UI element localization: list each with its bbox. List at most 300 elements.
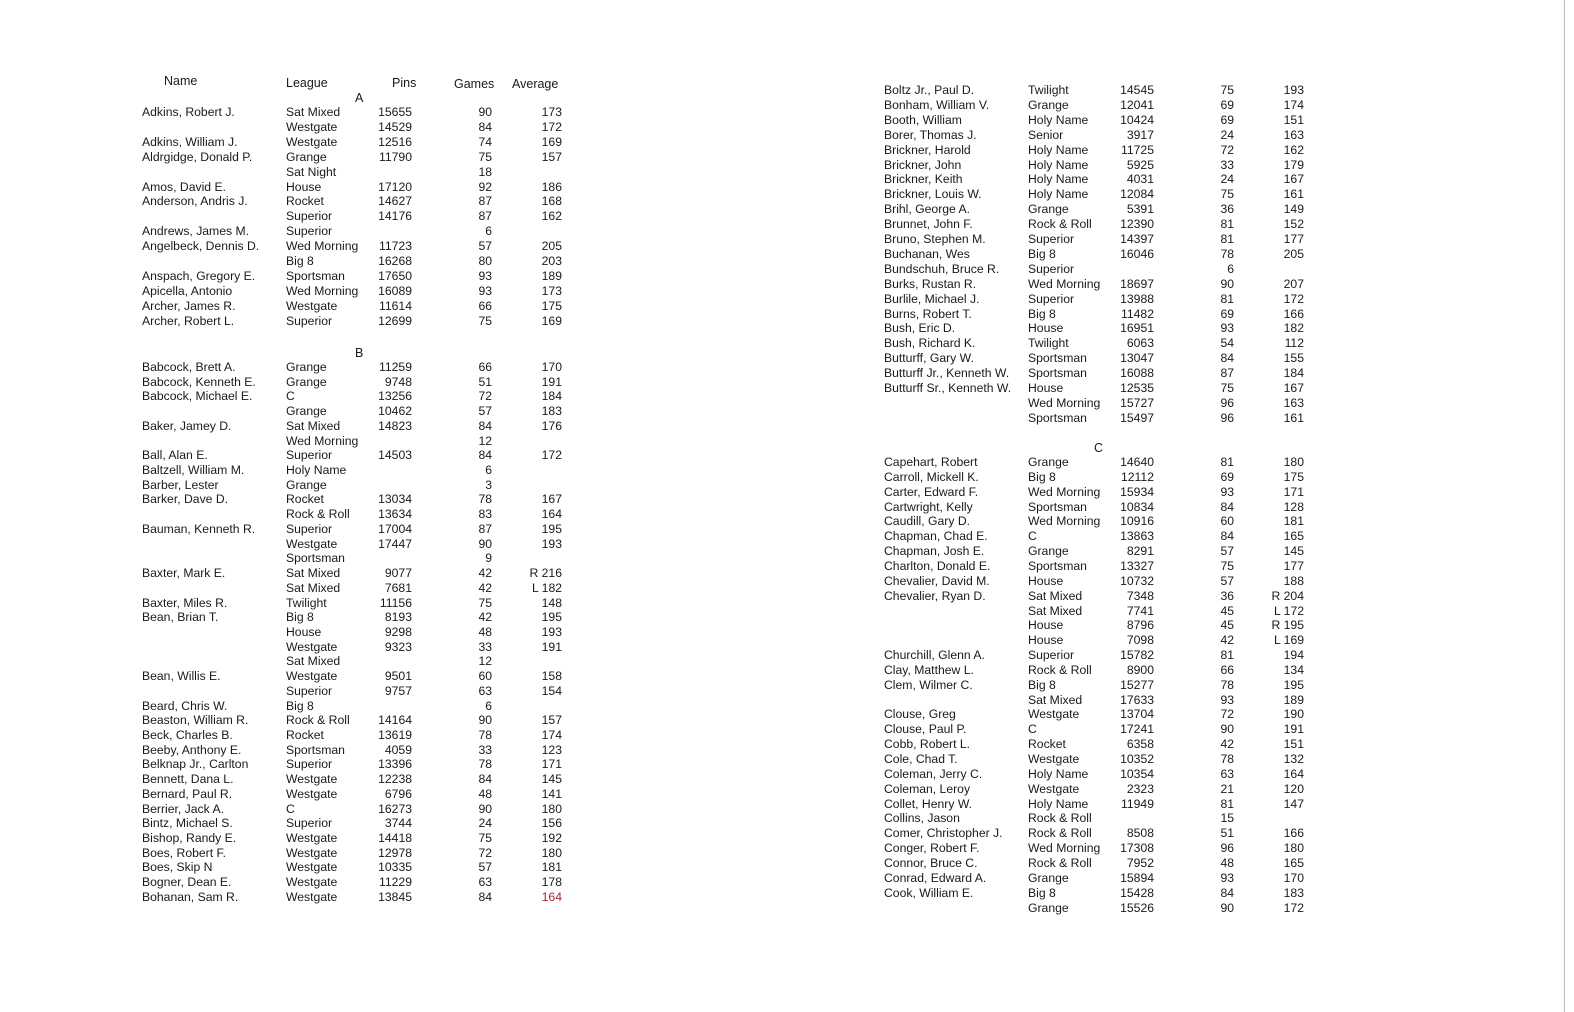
pins-value: 9323 (384, 639, 412, 654)
pins-value: 8508 (1126, 826, 1154, 841)
games-value: 72 (1220, 707, 1234, 722)
pins-value: 10424 (1120, 112, 1154, 127)
league-name: Westgate (286, 889, 338, 904)
league-name: Big 8 (1028, 246, 1056, 261)
table-row (884, 559, 1324, 574)
games-value: 84 (478, 889, 492, 904)
games-value: 90 (478, 105, 492, 119)
games-value: 90 (478, 801, 492, 816)
member-name: Belknap Jr., Carlton (142, 757, 249, 772)
league-name: Grange (286, 374, 327, 389)
pins-value: 7098 (1126, 633, 1154, 648)
table-row (142, 389, 582, 404)
table-row (142, 224, 582, 239)
games-value: 24 (1220, 127, 1234, 142)
pins-value: 13396 (378, 757, 412, 772)
member-name: Collins, Jason (884, 811, 960, 826)
league-name: Rocket (286, 194, 324, 209)
member-name: Brunnet, John F. (884, 217, 973, 232)
table-row (884, 113, 1324, 128)
table-row (142, 375, 582, 390)
games-value: 48 (478, 624, 492, 639)
table-row (884, 797, 1324, 812)
games-value: 42 (1220, 633, 1234, 648)
games-value: 75 (1220, 83, 1234, 97)
table-row (884, 500, 1324, 515)
member-name: Connor, Bruce C. (884, 855, 978, 870)
header-name: Name (164, 74, 198, 88)
league-name: Big 8 (286, 254, 314, 268)
league-name: Superior (286, 683, 333, 698)
table-row (142, 610, 582, 625)
league-name: Wed Morning (286, 433, 359, 448)
average-value: 179 (1283, 157, 1304, 172)
pins-value: 6063 (1126, 336, 1154, 351)
table-row (884, 871, 1324, 886)
pins-value: 12390 (1120, 217, 1154, 232)
table-row (142, 787, 582, 802)
table-row (884, 707, 1324, 722)
league-name: C (286, 389, 295, 404)
member-name: Beard, Chris W. (142, 698, 228, 713)
games-value: 42 (478, 580, 492, 595)
league-name: Sat Night (286, 164, 337, 179)
league-name: Superior (286, 757, 333, 772)
pins-value: 13988 (1120, 291, 1154, 306)
games-value: 51 (478, 374, 492, 389)
average-value: 152 (1283, 217, 1304, 232)
league-name: Rocket (286, 492, 324, 507)
games-value: 60 (478, 669, 492, 684)
games-value: 66 (478, 360, 492, 374)
games-value: 54 (1220, 336, 1234, 351)
average-value: 191 (541, 374, 562, 389)
league-name: Superior (286, 816, 333, 831)
pins-value: 12112 (1121, 469, 1154, 484)
league-name: Sportsman (1028, 410, 1087, 425)
member-name: Coleman, Jerry C. (884, 766, 983, 781)
average-value: 183 (1283, 885, 1304, 900)
table-row (884, 307, 1324, 322)
league-name: Sat Mixed (1028, 603, 1083, 618)
average-value: 165 (1283, 529, 1304, 544)
table-row (884, 143, 1324, 158)
member-name: Bean, Brian T. (142, 610, 219, 625)
league-name: Sat Mixed (286, 654, 341, 669)
pins-value: 8900 (1126, 662, 1154, 677)
member-name: Amos, David E. (142, 179, 226, 194)
table-row (142, 860, 582, 875)
member-name: Burlile, Michael J. (884, 291, 980, 306)
average-value: 180 (1283, 455, 1304, 469)
average-value: 145 (1283, 544, 1304, 559)
table-row (884, 752, 1324, 767)
member-name: Carter, Edward F. (884, 484, 979, 499)
average-value: 193 (541, 536, 562, 551)
average-value: 180 (541, 801, 562, 816)
table-row (142, 581, 582, 596)
member-name: Angelbeck, Dennis D. (142, 239, 260, 254)
league-name: Superior (286, 448, 333, 463)
table-row (142, 209, 582, 224)
pins-value: 15277 (1120, 677, 1154, 692)
games-value: 75 (478, 831, 492, 846)
games-value: 84 (478, 772, 492, 787)
league-name: House (286, 179, 322, 194)
table-row (142, 419, 582, 434)
average-value: 167 (1283, 172, 1304, 187)
league-name: Big 8 (1028, 885, 1056, 900)
league-name: Wed Morning (1028, 484, 1101, 499)
member-name: Bundschuh, Bruce R. (884, 261, 1000, 276)
pins-value: 14418 (378, 831, 412, 846)
pins-value: 5391 (1126, 202, 1154, 217)
games-value: 18 (478, 164, 492, 179)
table-row (142, 299, 582, 314)
pins-value: 4031 (1126, 172, 1154, 187)
average-value: 163 (1283, 127, 1304, 142)
pins-value: 13845 (378, 889, 412, 904)
average-value: 169 (541, 313, 562, 328)
table-row (142, 180, 582, 195)
member-name: Bogner, Dean E. (142, 875, 232, 890)
league-name: Sat Mixed (286, 418, 341, 433)
pins-value: 10335 (378, 860, 412, 875)
pins-value: 6358 (1126, 737, 1154, 752)
games-value: 81 (1220, 232, 1234, 246)
games-value: 63 (478, 683, 492, 698)
average-value: 174 (541, 728, 562, 742)
member-name: Coleman, Leroy (884, 781, 971, 796)
member-name: Chevalier, Ryan D. (884, 588, 986, 603)
average-value: 192 (541, 831, 562, 846)
games-value: 78 (1220, 677, 1234, 692)
average-value: 161 (1283, 410, 1304, 425)
section-letter: C (1094, 441, 1104, 455)
average-value: 171 (1283, 484, 1304, 499)
league-name: Superior (1028, 232, 1075, 246)
average-value: 149 (1283, 202, 1304, 217)
pins-value: 11229 (379, 875, 412, 890)
table-row (142, 478, 582, 493)
games-value: 96 (1220, 841, 1234, 856)
games-value: 93 (478, 283, 492, 298)
pins-value: 13327 (1120, 558, 1154, 573)
games-value: 75 (478, 595, 492, 610)
games-value: 93 (1220, 321, 1234, 336)
games-value: 63 (1220, 766, 1234, 781)
table-row (884, 618, 1324, 633)
average-value: 157 (541, 713, 562, 728)
games-value: 81 (1220, 217, 1234, 232)
pins-value: 10732 (1120, 573, 1154, 588)
pins-value: 8796 (1126, 618, 1154, 633)
member-name: Bush, Richard K. (884, 336, 976, 351)
league-name: Sat Mixed (1028, 692, 1083, 707)
member-name: Andrews, James M. (142, 224, 250, 239)
league-name: Grange (1028, 900, 1069, 915)
member-name: Caudill, Gary D. (884, 514, 971, 529)
games-value: 69 (1220, 306, 1234, 321)
league-name: Westgate (286, 536, 338, 551)
games-value: 78 (478, 492, 492, 507)
table-row (142, 816, 582, 831)
pins-value: 14164 (378, 713, 412, 728)
member-name: Cobb, Robert L. (884, 737, 971, 752)
table-row (142, 463, 582, 478)
pins-value: 11790 (379, 149, 412, 164)
league-name: Sportsman (1028, 351, 1087, 366)
average-value: 194 (1283, 648, 1304, 663)
table-row (884, 158, 1324, 173)
average-value: R 204 (1271, 588, 1304, 603)
average-value: 170 (1283, 870, 1304, 885)
table-row (884, 128, 1324, 143)
pins-value: 16268 (378, 254, 412, 268)
member-name: Clay, Matthew L. (884, 662, 974, 677)
pins-value: 10834 (1120, 499, 1154, 514)
header-league: League (286, 76, 328, 90)
league-name: Grange (1028, 202, 1069, 217)
average-value: 207 (1283, 276, 1304, 291)
table-row (884, 529, 1324, 544)
games-value: 69 (1220, 112, 1234, 127)
pins-value: 16951 (1120, 321, 1154, 336)
league-name: Grange (286, 149, 327, 164)
pins-value: 15894 (1120, 870, 1154, 885)
league-name: Westgate (286, 845, 338, 860)
table-row (142, 713, 582, 728)
games-value: 78 (478, 757, 492, 772)
member-name: Bishop, Randy E. (142, 831, 237, 846)
games-value: 78 (1220, 752, 1234, 766)
games-value: 3 (485, 477, 492, 492)
average-value: 172 (541, 448, 562, 463)
average-value: 128 (1283, 499, 1304, 514)
pins-value: 6796 (384, 786, 412, 801)
league-name: Grange (286, 477, 327, 492)
header-average: Average (512, 77, 559, 91)
average-value: 166 (1283, 306, 1304, 321)
games-value: 57 (1220, 544, 1234, 559)
pins-value: 15782 (1120, 648, 1154, 663)
pins-value: 18697 (1120, 276, 1154, 291)
league-name: Superior (1028, 261, 1075, 276)
average-value: 173 (541, 105, 562, 119)
league-name: Twilight (1028, 336, 1069, 351)
member-name: Conger, Robert F. (884, 841, 980, 856)
table-row (142, 699, 582, 714)
average-value: L 182 (531, 580, 562, 595)
league-name: Sportsman (286, 742, 345, 757)
league-name: Westgate (286, 119, 338, 134)
games-value: 33 (478, 639, 492, 654)
left-page (0, 0, 776, 1012)
member-name: Churchill, Glenn A. (884, 648, 985, 663)
member-name: Bush, Eric D. (884, 321, 956, 336)
games-value: 48 (1220, 855, 1234, 870)
average-value: 191 (541, 639, 562, 654)
pins-value: 10352 (1120, 752, 1154, 766)
league-name: Rock & Roll (1028, 826, 1092, 841)
pins-value: 17650 (378, 268, 412, 283)
league-name: Holy Name (1028, 766, 1089, 781)
member-name: Chapman, Chad E. (884, 529, 988, 544)
table-row (884, 604, 1324, 619)
table-row (142, 654, 582, 669)
pins-value: 13256 (378, 389, 412, 404)
games-value: 96 (1220, 395, 1234, 410)
member-name: Collet, Henry W. (884, 796, 973, 811)
pins-value: 9501 (384, 669, 412, 684)
table-row (142, 404, 582, 419)
table-row (142, 360, 582, 375)
league-name: C (1028, 529, 1037, 544)
games-value: 72 (478, 389, 492, 404)
average-value: R 195 (1271, 618, 1304, 633)
league-name: Senior (1028, 127, 1064, 142)
average-value: 189 (1283, 692, 1304, 707)
right-page (776, 0, 1574, 1012)
member-name: Anderson, Andris J. (142, 194, 248, 209)
average-value: 158 (541, 669, 562, 684)
average-value: 205 (541, 239, 562, 254)
member-name: Buchanan, Wes (884, 246, 970, 261)
pins-value: 12084 (1120, 187, 1154, 202)
table-row (884, 232, 1324, 247)
table-row (142, 802, 582, 817)
average-value: 154 (541, 683, 562, 698)
member-name: Adkins, Robert J. (142, 105, 235, 119)
games-value: 63 (478, 875, 492, 890)
games-value: 75 (478, 149, 492, 164)
member-name: Comer, Christopher J. (884, 826, 1003, 841)
average-value: 156 (541, 816, 562, 831)
table-row (884, 782, 1324, 797)
league-name: Twilight (1028, 83, 1069, 97)
league-name: Wed Morning (286, 283, 359, 298)
table-row (884, 514, 1324, 529)
member-name: Bonham, William V. (884, 97, 990, 112)
average-value: 205 (1283, 246, 1304, 261)
games-value: 81 (1220, 455, 1234, 469)
pins-value: 16046 (1120, 246, 1154, 261)
member-name: Beck, Charles B. (142, 728, 233, 742)
pins-value: 14176 (378, 209, 412, 224)
member-name: Brickner, Harold (884, 142, 971, 157)
games-value: 92 (478, 179, 492, 194)
games-value: 6 (485, 224, 492, 239)
pins-value: 17633 (1120, 692, 1154, 707)
games-value: 66 (478, 298, 492, 313)
average-value: 195 (1283, 677, 1304, 692)
league-name: Wed Morning (1028, 276, 1101, 291)
games-value: 75 (478, 313, 492, 328)
pins-value: 7348 (1126, 588, 1154, 603)
member-name: Ball, Alan E. (142, 448, 208, 463)
league-name: Westgate (286, 134, 338, 149)
pins-value: 10354 (1120, 766, 1154, 781)
average-value: 195 (541, 521, 562, 536)
member-name: Butturff Jr., Kenneth W. (884, 366, 1010, 381)
games-value: 83 (478, 507, 492, 522)
games-value: 60 (1220, 514, 1234, 529)
average-value: 184 (1283, 366, 1304, 381)
table-row (884, 321, 1324, 336)
table-row (884, 351, 1324, 366)
average-value: 132 (1283, 752, 1304, 766)
member-name: Clouse, Greg (884, 707, 956, 722)
average-value: 175 (541, 298, 562, 313)
league-name: Superior (1028, 291, 1075, 306)
table-row (884, 366, 1324, 381)
table-row (142, 551, 582, 566)
pins-value: 8193 (384, 610, 412, 625)
table-row (142, 239, 582, 254)
average-value: 161 (1283, 187, 1304, 202)
member-name: Clem, Wilmer C. (884, 677, 973, 692)
table-row (884, 262, 1324, 277)
pins-value: 9298 (384, 624, 412, 639)
games-value: 84 (1220, 499, 1234, 514)
pins-value: 7681 (384, 580, 412, 595)
games-value: 24 (1220, 172, 1234, 187)
table-row (142, 194, 582, 209)
average-value: 184 (541, 389, 562, 404)
section-letter: A (355, 91, 364, 105)
games-value: 90 (478, 536, 492, 551)
average-value: 172 (1283, 900, 1304, 915)
average-value: 203 (541, 254, 562, 268)
member-name: Brickner, John (884, 157, 962, 172)
league-name: Sportsman (286, 268, 345, 283)
member-name: Aldrgidge, Donald P. (142, 149, 253, 164)
member-name: Cole, Chad T. (884, 752, 958, 766)
games-value: 9 (485, 551, 492, 566)
table-row (884, 633, 1324, 648)
table-row (142, 596, 582, 611)
member-name: Baker, Jamey D. (142, 418, 232, 433)
games-value: 66 (1220, 662, 1234, 677)
table-row (142, 135, 582, 150)
pins-value: 17241 (1120, 722, 1154, 737)
page-edge (1564, 0, 1565, 1012)
average-value: 157 (541, 149, 562, 164)
league-name: Superior (286, 313, 333, 328)
member-name: Carroll, Mickell K. (884, 469, 979, 484)
average-value: 162 (1283, 142, 1304, 157)
member-name: Babcock, Michael E. (142, 389, 253, 404)
average-value: 155 (1283, 351, 1304, 366)
average-value: 176 (541, 418, 562, 433)
league-name: Westgate (286, 786, 338, 801)
member-name: Brickner, Keith (884, 172, 963, 187)
pins-value: 14823 (378, 418, 412, 433)
average-value: 134 (1283, 662, 1304, 677)
member-name: Burks, Rustan R. (884, 276, 977, 291)
member-name: Capehart, Robert (884, 455, 978, 469)
games-value: 96 (1220, 410, 1234, 425)
table-row (142, 669, 582, 684)
pins-value: 15934 (1120, 484, 1154, 499)
league-name: House (1028, 633, 1064, 648)
pins-value: 15526 (1120, 900, 1154, 915)
league-name: Twilight (286, 595, 327, 610)
pins-value: 15655 (378, 105, 412, 119)
league-name: Rocket (1028, 737, 1066, 752)
games-value: 93 (478, 268, 492, 283)
member-name: Bruno, Stephen M. (884, 232, 986, 246)
